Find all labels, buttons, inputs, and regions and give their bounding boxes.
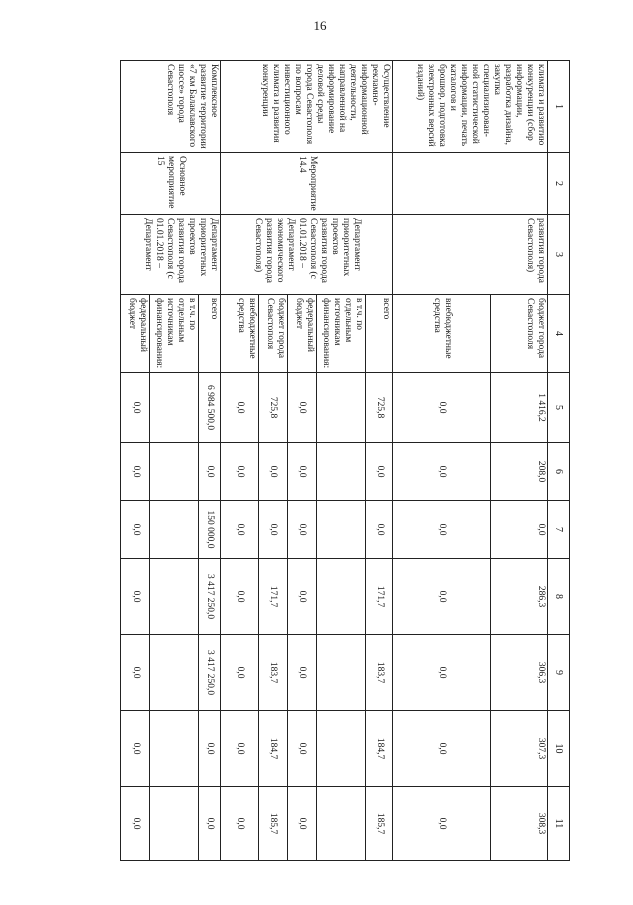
- value-cell: 183,7: [366, 635, 393, 711]
- executor-cell: Департамент приоритетных проектов развития города Севастополя (с 01.01.2018 – Департамент экономического развития города Севастополя): [221, 215, 393, 295]
- value-cell: 0,0: [221, 635, 258, 711]
- value-cell: 184,7: [258, 711, 287, 787]
- header-cell: 5: [548, 373, 570, 443]
- value-cell: 3 417 250,0: [198, 635, 221, 711]
- value-cell: 184,7: [366, 711, 393, 787]
- value-cell: 0,0: [287, 443, 316, 501]
- source-cell: внебюджетные средства: [221, 295, 258, 373]
- executor-cell: Департамент приоритетных проектов развития города Севастополя (с 01.01.2018 – Департамент: [121, 215, 221, 295]
- source-cell: всего: [198, 295, 221, 373]
- header-cell: 9: [548, 635, 570, 711]
- event-name-cell: климата и развитию конкуренции (сбор информации, разработка дизайна, закупка специализирован-ной статистической информации, печать каталогов и брошюр, подготовка электронных версий изданий): [393, 61, 548, 153]
- value-cell: 308,3: [491, 787, 548, 861]
- value-cell: [316, 635, 366, 711]
- value-cell: 0,0: [121, 635, 150, 711]
- rotated-table-wrapper: [120, 60, 570, 860]
- value-cell: 0,0: [121, 787, 150, 861]
- source-cell: внебюджетные средства: [393, 295, 491, 373]
- value-cell: 0,0: [121, 711, 150, 787]
- table-row: [366, 61, 393, 861]
- value-cell: [150, 501, 199, 559]
- value-cell: 0,0: [491, 501, 548, 559]
- value-cell: 185,7: [366, 787, 393, 861]
- source-cell: в т.ч. по отдельным источникам финансирования:: [150, 295, 199, 373]
- value-cell: 0,0: [221, 373, 258, 443]
- header-cell: 2: [548, 153, 570, 215]
- header-cell: 3: [548, 215, 570, 295]
- table-row: [491, 61, 548, 861]
- value-cell: 0,0: [121, 559, 150, 635]
- value-cell: 185,7: [258, 787, 287, 861]
- header-cell: 10: [548, 711, 570, 787]
- value-cell: [316, 559, 366, 635]
- value-cell: 0,0: [287, 559, 316, 635]
- value-cell: 0,0: [198, 443, 221, 501]
- value-cell: 307,3: [491, 711, 548, 787]
- value-cell: [316, 443, 366, 501]
- value-cell: 0,0: [221, 711, 258, 787]
- value-cell: [316, 373, 366, 443]
- value-cell: 725,8: [366, 373, 393, 443]
- value-cell: 0,0: [393, 443, 491, 501]
- value-cell: 171,7: [258, 559, 287, 635]
- source-cell: федеральный бюджет: [121, 295, 150, 373]
- value-cell: 0,0: [221, 559, 258, 635]
- header-cell: 11: [548, 787, 570, 861]
- header-cell: 8: [548, 559, 570, 635]
- value-cell: 0,0: [287, 711, 316, 787]
- value-cell: 0,0: [258, 501, 287, 559]
- value-cell: [150, 787, 199, 861]
- value-cell: 0,0: [121, 373, 150, 443]
- table-row: [198, 61, 221, 861]
- value-cell: [150, 711, 199, 787]
- value-cell: 0,0: [121, 443, 150, 501]
- event-number-cell: Основное мероприятие 15: [121, 153, 221, 215]
- value-cell: 0,0: [393, 635, 491, 711]
- value-cell: [150, 373, 199, 443]
- value-cell: 0,0: [366, 501, 393, 559]
- value-cell: 0,0: [366, 443, 393, 501]
- value-cell: 0,0: [258, 443, 287, 501]
- value-cell: 286,3: [491, 559, 548, 635]
- value-cell: 0,0: [393, 373, 491, 443]
- value-cell: [150, 635, 199, 711]
- value-cell: 0,0: [287, 373, 316, 443]
- value-cell: 150 000,0: [198, 501, 221, 559]
- value-cell: [150, 559, 199, 635]
- source-cell: бюджет города Севастополя: [258, 295, 287, 373]
- value-cell: 0,0: [393, 559, 491, 635]
- value-cell: 208,0: [491, 443, 548, 501]
- value-cell: 0,0: [393, 711, 491, 787]
- page-number: 16: [313, 18, 327, 33]
- value-cell: 0,0: [121, 501, 150, 559]
- financing-table: [120, 60, 570, 861]
- header-cell: 1: [548, 61, 570, 153]
- source-cell: бюджет города Севастополя: [491, 295, 548, 373]
- value-cell: 183,7: [258, 635, 287, 711]
- event-number-cell: [393, 153, 548, 215]
- value-cell: 0,0: [393, 787, 491, 861]
- header-cell: 4: [548, 295, 570, 373]
- value-cell: [316, 787, 366, 861]
- value-cell: 306,3: [491, 635, 548, 711]
- header-row: [548, 61, 570, 861]
- value-cell: 0,0: [287, 501, 316, 559]
- source-cell: федеральный бюджет: [287, 295, 316, 373]
- value-cell: 0,0: [198, 787, 221, 861]
- header-cell: 6: [548, 443, 570, 501]
- event-number-cell: Мероприятие 14.4: [221, 153, 393, 215]
- value-cell: 6 984 500,0: [198, 373, 221, 443]
- executor-cell: развития города Севастополя): [393, 215, 548, 295]
- value-cell: 0,0: [198, 711, 221, 787]
- value-cell: 725,8: [258, 373, 287, 443]
- header-cell: 7: [548, 501, 570, 559]
- value-cell: [316, 711, 366, 787]
- value-cell: [150, 443, 199, 501]
- event-name-cell: Комплексное развитие территории «7 км Балаклавского шоссе» города Севастополя: [121, 61, 221, 153]
- source-cell: всего: [366, 295, 393, 373]
- value-cell: 0,0: [393, 501, 491, 559]
- value-cell: [316, 501, 366, 559]
- value-cell: 171,7: [366, 559, 393, 635]
- source-cell: в т.ч. по отдельным источникам финансирования:: [316, 295, 366, 373]
- value-cell: 0,0: [221, 787, 258, 861]
- value-cell: 0,0: [221, 501, 258, 559]
- value-cell: 0,0: [287, 787, 316, 861]
- event-name-cell: Осуществление рекламно-информационной деятельности, направленной на информирование деловой среды города Севастополя по вопросам инвестиционного климата и развития конкуренции: [221, 61, 393, 153]
- value-cell: 0,0: [287, 635, 316, 711]
- value-cell: 1 416,2: [491, 373, 548, 443]
- value-cell: 0,0: [221, 443, 258, 501]
- value-cell: 3 417 250,0: [198, 559, 221, 635]
